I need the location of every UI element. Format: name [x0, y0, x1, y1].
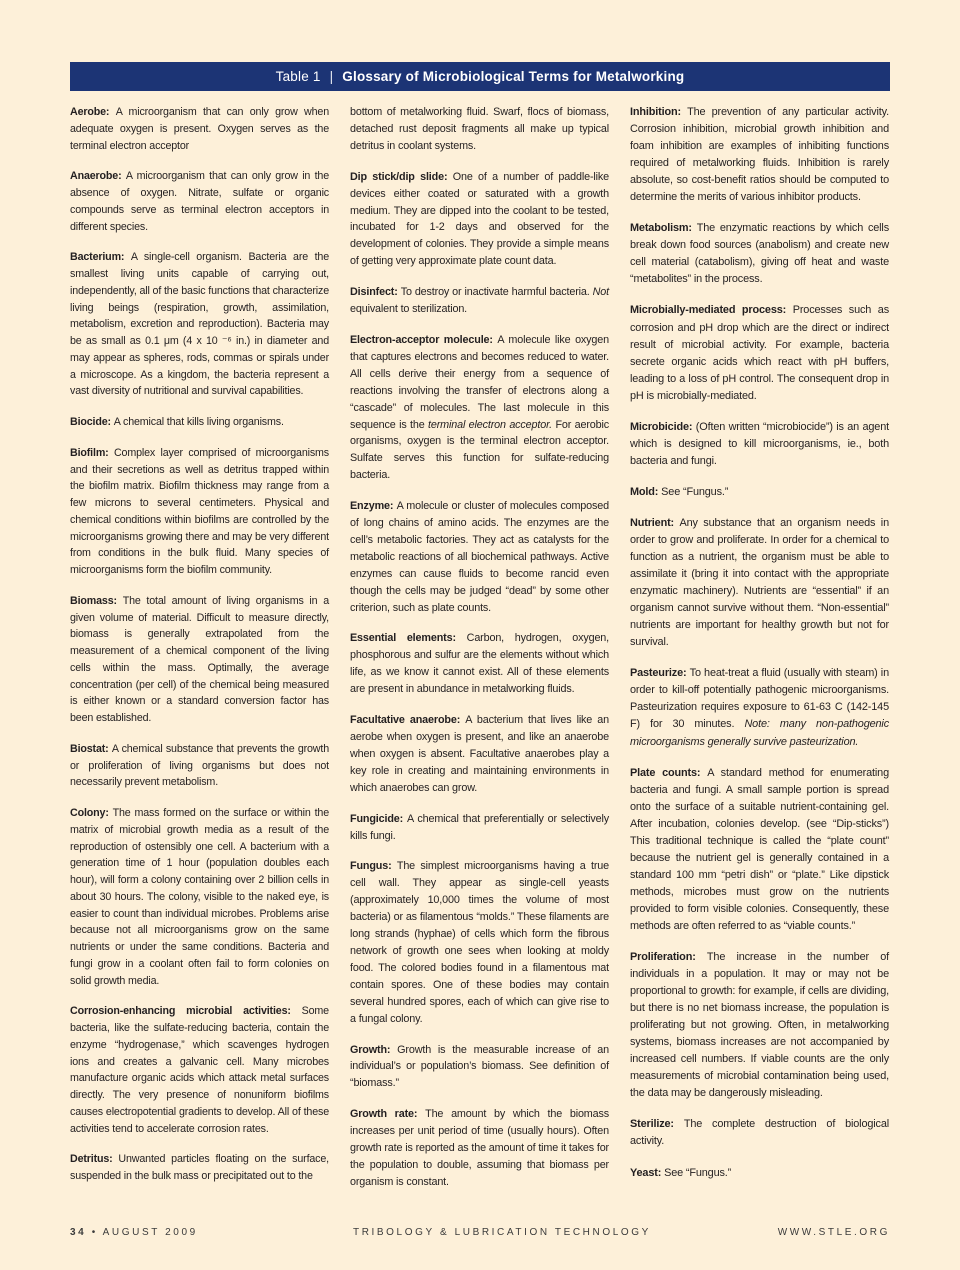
glossary-definition: A chemical that preferentially or selectively kills fungi. — [350, 812, 609, 842]
glossary-term: Essential elements: — [350, 632, 456, 645]
glossary-definition: The enzymatic reactions by which cells break down food sources (anabolism) and create new cell material (catabolism), giving off heat and waste “metabolites” in the process. — [630, 222, 889, 286]
glossary-entry — [350, 1106, 609, 1191]
glossary-entry — [630, 1116, 889, 1150]
glossary-definition: A chemical that kills living organisms. — [113, 416, 284, 428]
table-title: Glossary of Microbiological Terms for Metalworking — [342, 69, 685, 84]
glossary-definition: A microorganism that can only grow in the absence of oxygen. Nitrate, sulfate or organic compounds serve as terminal electron acceptors in different species. — [70, 170, 329, 233]
glossary-definition: A single-cell organism. Bacteria are the smallest living units capable of carrying out, independently, all of the basic functions that characterize living beings (respiration, growth, assimilation, metabolism, excretion and reproduction). Bacteria may be as small as 0.1 μm (4 x 10 ⁻⁶ in.) in diameter and may appear as spheres, rods, commas or spirals under a microscope. As a kingdom, the bacteria represent a vast diversity of nutritional and survival capabilities. — [70, 251, 329, 398]
glossary-term: Plate counts: — [630, 766, 701, 779]
glossary-term: Pasteurize: — [630, 667, 687, 680]
glossary-entry — [630, 484, 889, 501]
glossary-entry — [70, 805, 329, 989]
glossary-entry — [350, 811, 609, 845]
glossary-entry — [350, 712, 609, 797]
glossary-definition: (Often written “microbiocide”) is an agent which is designed to kill microorganisms, ie., both bacteria and fungi. — [630, 420, 889, 467]
glossary-term: Biocide: — [70, 416, 111, 428]
glossary-definition: The prevention of any particular activity. Corrosion inhibition, microbial growth inhibition and foam inhibition are examples of inhibiting functions required of metalworking fluids. Inhibition is rarely absolute, so cost-benefit ratios should be computed to determine the merits of various inhibitor products. — [630, 106, 889, 204]
glossary-entry — [350, 332, 609, 484]
page-footer — [70, 1227, 890, 1243]
glossary-entry — [350, 1042, 609, 1093]
glossary-definition: The mass formed on the surface or within the matrix of microbial growth media as a result of the reproduction of ostensibly one cell. A bacterium with a generation time of 1 hour (population doubles each hour), will form a colony containing over 2 billion cells in about 30 hours. The colony, visible to the naked eye, is easier to count than individual microbes. Problems arise because not all microorganisms grow on the same nutrients or under the same conditions. Bacteria and fungi grow in a coolant often fail to form colonies on solid growth media. — [70, 807, 329, 987]
title-separator: | — [329, 69, 334, 84]
glossary-definition-continued: equivalent to sterilization. — [350, 303, 468, 316]
glossary-term: Mold: — [630, 485, 659, 498]
glossary-entry — [350, 284, 609, 318]
glossary-entry — [70, 249, 329, 400]
glossary-entry — [70, 168, 329, 235]
glossary-entry — [350, 630, 609, 698]
glossary-term: Dip stick/dip slide: — [350, 170, 448, 183]
glossary-term: Detritus: — [70, 1153, 113, 1166]
glossary-term: Corrosion-enhancing microbial activities: — [70, 1005, 291, 1018]
glossary-entry — [630, 665, 889, 750]
page-number: 34 — [70, 1227, 87, 1238]
glossary-definition: A chemical substance that prevents the growth or proliferation of living organisms but does not necessarily prevent metabolism. — [70, 742, 329, 789]
glossary-definition: The total amount of living organisms in a given volume of material. Difficult to measure directly, biomass is generally extrapolated from the measurement of a chemical component of the living cells within the mass. Optimally, the average concentration (per cell) of the chemical being measured is either known or a standard conversion factor has been established. — [70, 594, 329, 724]
glossary-column-1 — [70, 104, 329, 1199]
glossary-definition: The amount by which the biomass increases per unit period of time (usually hours). Often growth rate is reported as the amount of time it takes for the population to double, assuming that biomass per organism is constant. — [350, 1108, 609, 1188]
issue-date: AUGUST 2009 — [102, 1227, 198, 1238]
glossary-term: Growth rate: — [350, 1108, 418, 1121]
glossary-definition: Some bacteria, like the sulfate-reducing bacteria, contain the enzyme “hydrogenase,” which scavenges hydrogen ions and creates a galvanic cell. Many microbes manufacture organic acids which attack metal surfaces directly. The very presence of nonuniform biofilms causes electropotential gradients to develop. All of these activities tend to accelerate corrosion rates. — [70, 1005, 329, 1135]
glossary-term: Microbially-mediated process: — [630, 304, 787, 317]
glossary-definition: Carbon, hydrogen, oxygen, phosphorous and sulfur are the elements without which life, as we know it cannot exist. All of these elements are present in abundance in metalworking fluids. — [350, 632, 610, 696]
glossary-definition: To destroy or inactivate harmful bacteria. — [400, 286, 590, 299]
glossary-definition: Any substance that an organism needs in order to grow and proliferate. In order for a chemical to function as a nutrient, the organism must be able to assimilate it (bring it into contact with the appropriate enzymatic machinery). Nutrients are “essential” if an organism cannot survive without them. “Non-essential” nutrients are important for healthy growth but not for survival. — [630, 516, 889, 649]
glossary-entry — [350, 498, 609, 616]
glossary-definition: See “Fungus.” — [661, 485, 729, 498]
glossary-entry — [630, 949, 889, 1102]
glossary-term: Microbicide: — [630, 420, 693, 433]
glossary-term: Nutrient: — [630, 516, 675, 529]
glossary-emphasis: Not — [592, 286, 609, 299]
publication-name: TRIBOLOGY & LUBRICATION TECHNOLOGY — [353, 1227, 651, 1238]
glossary-definition: Unwanted particles floating on the surface, suspended in the bulk mass or precipitated out to the — [70, 1153, 329, 1182]
glossary-emphasis: Note: many non-pathogenic microorganisms generally survive pasteurization. — [630, 718, 889, 748]
glossary-term: Metabolism: — [630, 222, 692, 235]
glossary-term: Inhibition: — [630, 106, 681, 118]
glossary-entry — [630, 220, 889, 288]
glossary-entry — [630, 765, 889, 935]
glossary-term: Fungus: — [350, 860, 392, 873]
glossary-definition: To heat-treat a fluid (usually with steam) in order to kill-off potentially pathogenic microorganisms. Pasteurization requires exposure to 61-63 C (142-145 F) for 30 minutes. — [630, 667, 889, 731]
footer-left — [70, 1227, 198, 1238]
glossary-column-2 — [350, 104, 609, 1205]
glossary-term: Aerobe: — [70, 106, 110, 118]
glossary-column-3 — [630, 104, 889, 1196]
glossary-term: Bacterium: — [70, 251, 125, 264]
glossary-definition: See “Fungus.” — [664, 1166, 732, 1179]
glossary-entry — [70, 741, 329, 791]
glossary-entry — [70, 104, 329, 154]
glossary-entry — [70, 445, 329, 579]
glossary-entry — [70, 593, 329, 727]
glossary-definition: Processes such as corrosion and pH drop which are the direct or indirect result of microbial activity. For example, bacteria secrete organic acids which react with pH buffers, leading to a loss of pH control. The consequent drop in pH is microbially-mediated. — [630, 304, 889, 402]
glossary-entry — [350, 104, 609, 155]
glossary-entry — [630, 1165, 889, 1182]
glossary-definition: A molecule like oxygen that captures electrons and becomes reduced to water. All cells derive their energy from a sequence of reactions involving the transfer of electrons along a “cascade” of molecules. The last molecule in this sequence is the — [350, 333, 609, 431]
table-title-banner — [70, 62, 890, 91]
glossary-definition: A bacterium that lives like an aerobe when oxygen is present, and like an anaerobe when oxygen is absent. Facultative anaerobes play a key role in creating and maintaining environments in which anaerobes can grow. — [350, 714, 610, 794]
glossary-entry — [70, 1151, 329, 1185]
glossary-term: Anaerobe: — [70, 170, 122, 183]
glossary-term: Colony: — [70, 807, 109, 819]
footer-bullet: • — [91, 1227, 98, 1238]
glossary-term: Growth: — [350, 1043, 391, 1056]
glossary-entry — [630, 302, 889, 404]
website-link: WWW.STLE.ORG — [777, 1227, 890, 1238]
glossary-entry — [70, 414, 329, 431]
glossary-term: Yeast: — [630, 1166, 662, 1179]
glossary-term: Proliferation: — [630, 951, 696, 964]
glossary-term: Electron-acceptor molecule: — [350, 333, 493, 346]
glossary-term: Enzyme: — [350, 500, 394, 513]
glossary-entry — [630, 515, 889, 651]
glossary-definition-continued: For aerobic organisms, oxygen is the terminal electron acceptor. Sulfate serves this function for sulfate-reducing bacteria. — [350, 418, 610, 482]
glossary-definition: A microorganism that can only grow when adequate oxygen is present. Oxygen serves as the terminal electron acceptor — [70, 106, 329, 152]
glossary-term: Disinfect: — [350, 286, 398, 299]
glossary-term: Sterilize: — [630, 1118, 674, 1131]
glossary-definition: The simplest microorganisms having a true cell wall. They appear as single-cell yeasts (approximately 10,000 times the volume of most bacteria) or as filamentous “molds.” These filaments are long strands (hyphae) of cells which form the fibrous network of growth one sees when looking at moldy food. The colored bodies found in a filamentous mat contain spores. One of these bodies may contain several hundred spores, each of which can give rise to a fungal colony. — [350, 860, 609, 1025]
glossary-definition: Complex layer comprised of microorganisms and their secretions as well as detritus trapped within the biofilm matrix. Biofilm thickness may range from a few microns to several centimeters. Physical and chemical conditions within biofilms are controlled by the microorganisms growing there and may be very different from conditions in the bulk fluid. Many species of microorganisms form the biofilm community. — [70, 446, 329, 576]
glossary-definition: Growth is the measurable increase of an individual’s or population’s biomass. See definition of “biomass.” — [350, 1043, 609, 1090]
glossary-term: Facultative anaerobe: — [350, 714, 461, 727]
glossary-term: Biostat: — [70, 742, 109, 755]
glossary-entry — [630, 419, 889, 470]
glossary-definition: The complete destruction of biological activity. — [630, 1118, 889, 1148]
glossary-entry — [350, 858, 609, 1027]
glossary-entry — [70, 1003, 329, 1137]
table-number: Table 1 — [275, 69, 321, 84]
glossary-entry — [630, 104, 889, 206]
glossary-definition: A molecule or cluster of molecules composed of long chains of amino acids. The enzymes are the cell’s metabolic factories. They act as catalysts for the metabolic reactions of all biochemical pathways. Active enzymes can cause fluids to become rancid even though the cells may be judged “dead” by some other criterion, such as plate counts. — [350, 500, 609, 614]
glossary-entry — [350, 169, 609, 270]
glossary-definition: The increase in the number of individuals in a population. It may or may not be proportional to growth: for example, if cells are dividing, but there is no net biomass increase, the population is proliferating but not growing. Often, in metalworking systems, biomass increases are not accompanied by increased cell numbers. If viable counts are the only measurements of microbial contamination being used, the data may be dangerously misleading. — [630, 951, 889, 1100]
glossary-definition: A standard method for enumerating bacteria and fungi. A small sample portion is spread onto the surface of a suitable nutrient-containing gel. After incubation, colonies develop. (see “Dip-sticks”) This traditional technique is called the “plate count” because the nutrient gel is generally contained in a standard 100 mm “petri dish” or “plate.” Like dipstick methods, microbes must grow on the nutrients provided to form visible colonies. Consequently, these methods are often referred to as “viable counts.” — [630, 766, 889, 932]
glossary-term: Biofilm: — [70, 446, 109, 459]
glossary-definition: One of a number of paddle-like devices either coated or saturated with a growth medium. They are dipped into the coolant to be tested, incubated for 1-2 days and observed for the development of colonies. They provide a simple means of getting very approximate plate count data. — [350, 170, 609, 268]
glossary-term: Fungicide: — [350, 812, 404, 825]
glossary-definition: bottom of metalworking fluid. Swarf, flocs of biomass, detached rust deposit fragments all make up typical detritus in coolant systems. — [350, 106, 609, 152]
glossary-emphasis: terminal electron acceptor. — [428, 418, 552, 431]
glossary-term: Biomass: — [70, 594, 117, 607]
